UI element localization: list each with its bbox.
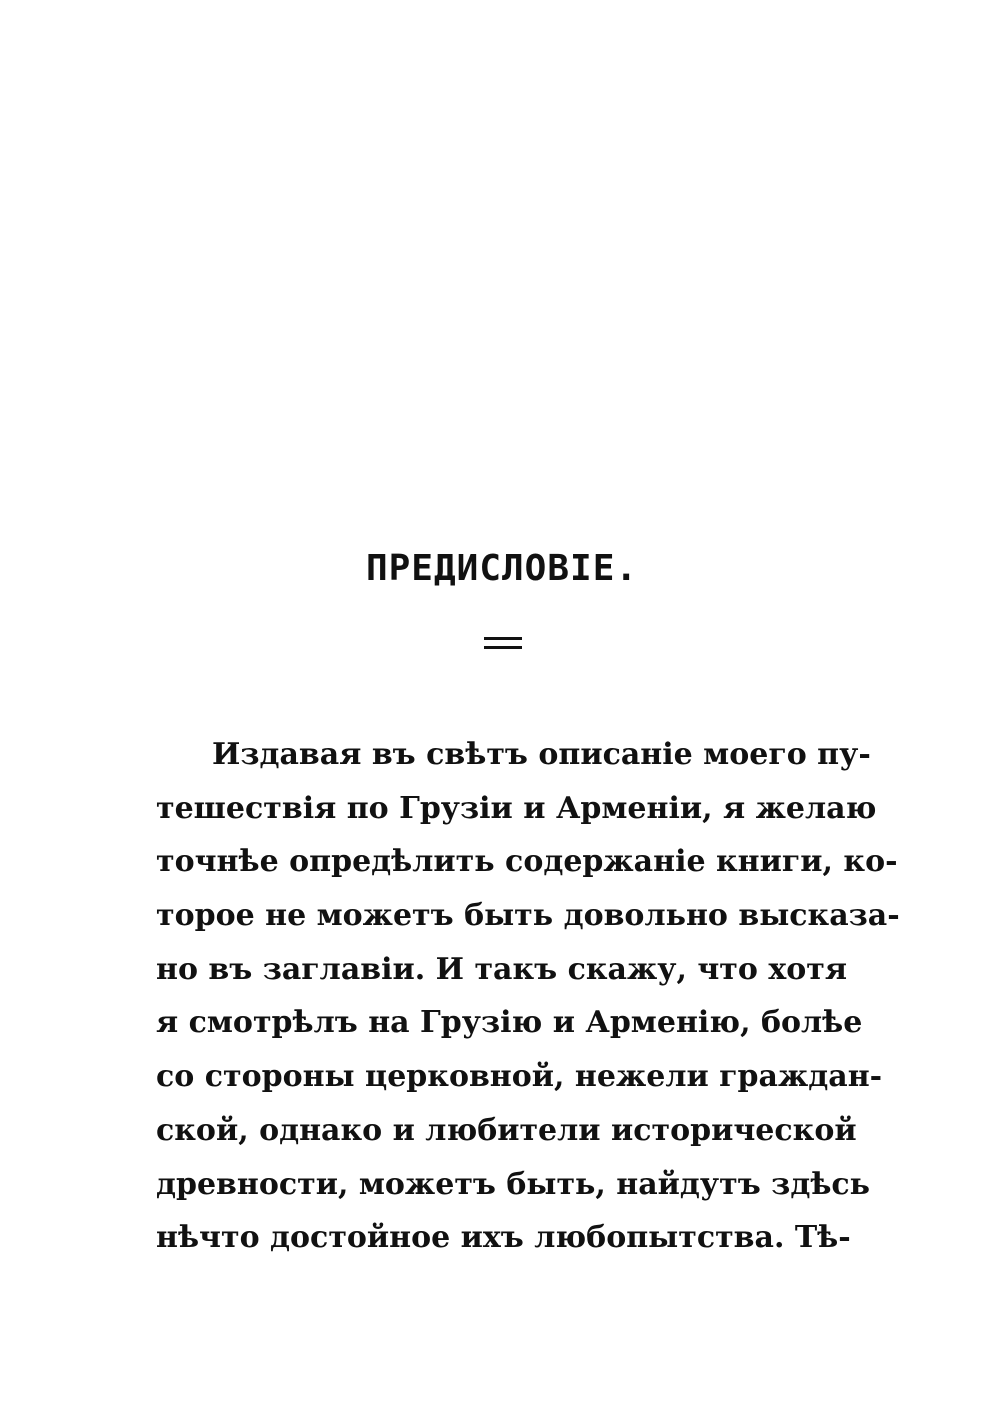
text-line: но въ заглавіи. И такъ скажу, что хотя bbox=[156, 951, 847, 987]
text-line: древности, можетъ быть, найдутъ здѣсь bbox=[156, 1166, 871, 1202]
text-line: точнѣе опредѣлить содержаніе книги, ко- bbox=[156, 844, 898, 880]
text-line: я смотрѣлъ на Грузію и Арменію, болѣе bbox=[156, 1005, 863, 1041]
page-title: ПРЕДИСЛОВІЕ. bbox=[365, 548, 639, 589]
text-line: нѣчто достойное ихъ любопытства. Тѣ- bbox=[156, 1220, 851, 1256]
text-line: торое не можетъ быть довольно высказа- bbox=[156, 898, 900, 934]
text-line: тешествія по Грузіи и Арменіи, я желаю bbox=[156, 790, 877, 826]
divider-rule-top bbox=[484, 637, 522, 640]
body-paragraph bbox=[156, 728, 900, 1265]
text-line: со стороны церковной, нежели граждан- bbox=[156, 1059, 883, 1095]
text-line: ской, однако и любители исторической bbox=[156, 1112, 857, 1148]
text-line: Издавая въ свѣтъ описаніе моего пу- bbox=[212, 737, 871, 772]
divider-rule-bottom bbox=[484, 646, 522, 649]
double-rule-divider bbox=[484, 635, 522, 651]
